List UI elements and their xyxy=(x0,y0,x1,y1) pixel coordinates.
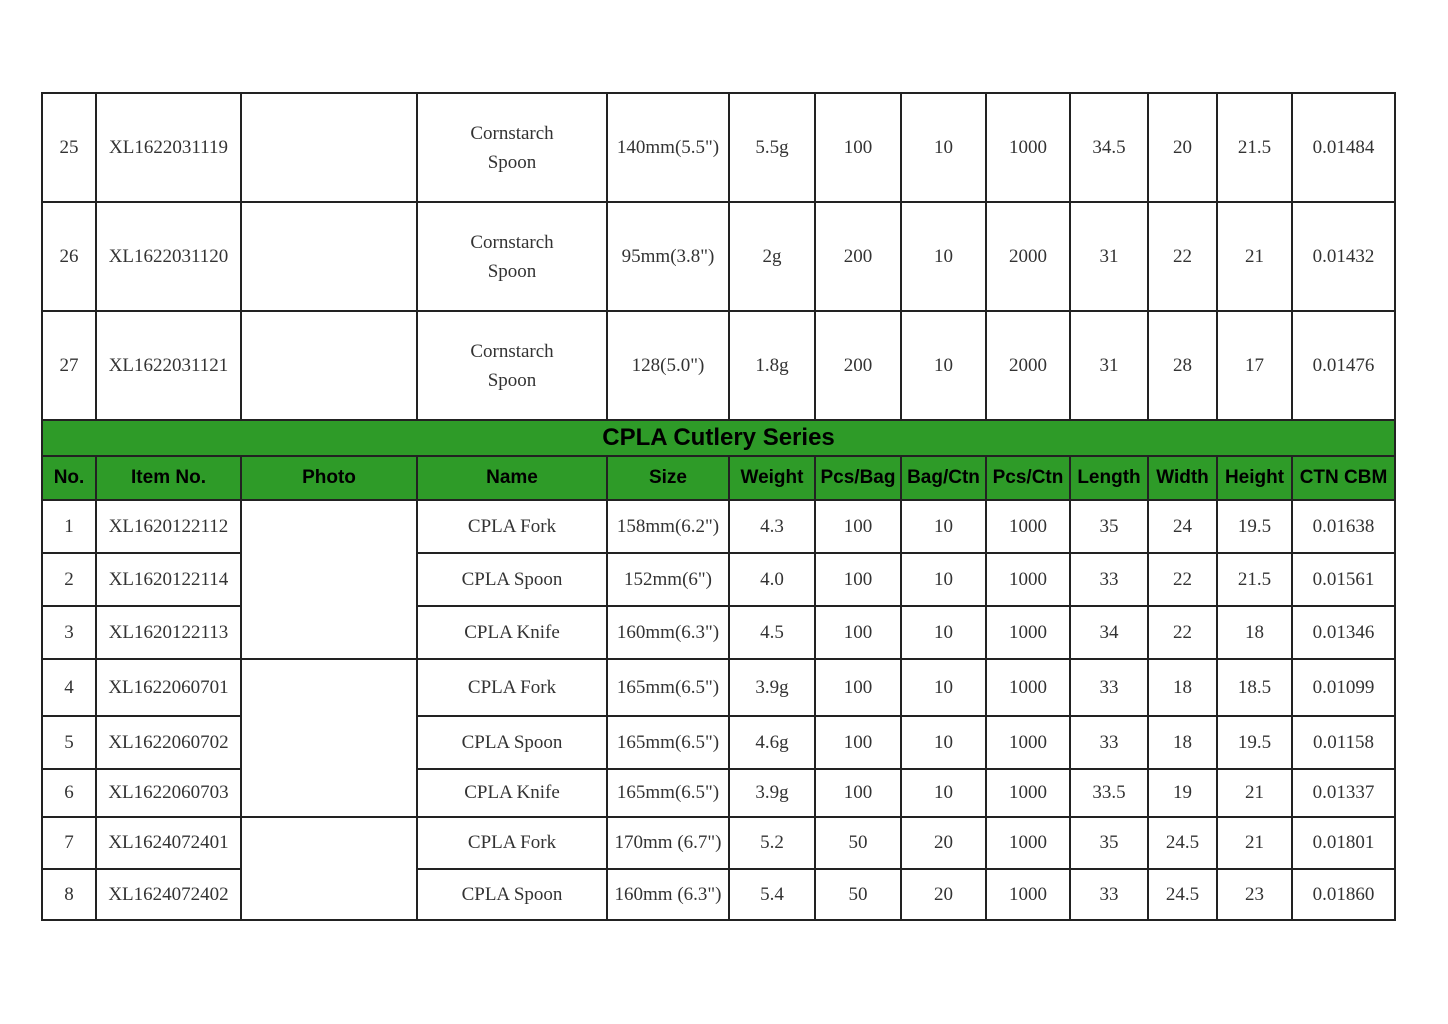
cell-length: 33.5 xyxy=(1070,769,1148,817)
cell-cbm: 0.01099 xyxy=(1292,659,1395,716)
cell-size: 160mm (6.3") xyxy=(607,869,729,920)
cell-length: 31 xyxy=(1070,311,1148,420)
cell-bag-ctn: 10 xyxy=(901,769,986,817)
cell-width: 28 xyxy=(1148,311,1217,420)
cell-cbm: 0.01860 xyxy=(1292,869,1395,920)
cell-size: 170mm (6.7") xyxy=(607,817,729,869)
cell-photo xyxy=(241,311,417,420)
cell-length: 33 xyxy=(1070,869,1148,920)
cell-cbm: 0.01432 xyxy=(1292,202,1395,311)
cell-photo xyxy=(241,500,417,659)
cell-length: 34.5 xyxy=(1070,93,1148,202)
cell-pcs-ctn: 2000 xyxy=(986,202,1070,311)
header-row xyxy=(42,456,1395,500)
cell-photo xyxy=(241,817,417,920)
cell-cbm: 0.01801 xyxy=(1292,817,1395,869)
cell-bag-ctn: 10 xyxy=(901,500,986,553)
cell-no: 7 xyxy=(42,817,96,869)
cell-pcs-ctn: 1000 xyxy=(986,869,1070,920)
cell-item-no: XL1622031119 xyxy=(96,93,241,202)
cell-weight: 2g xyxy=(729,202,815,311)
cell-no: 26 xyxy=(42,202,96,311)
cell-size: 165mm(6.5") xyxy=(607,659,729,716)
header-height: Height xyxy=(1217,456,1292,500)
table-row xyxy=(42,500,1395,553)
cell-width: 18 xyxy=(1148,659,1217,716)
cell-size: 160mm(6.3") xyxy=(607,606,729,659)
header-no: No. xyxy=(42,456,96,500)
section-title: CPLA Cutlery Series xyxy=(42,420,1395,456)
cell-size: 140mm(5.5") xyxy=(607,93,729,202)
table-row xyxy=(42,817,1395,869)
cell-name: CPLA Spoon xyxy=(417,869,607,920)
header-pcs-bag: Pcs/Bag xyxy=(815,456,901,500)
cell-cbm: 0.01561 xyxy=(1292,553,1395,606)
cell-no: 2 xyxy=(42,553,96,606)
cell-length: 33 xyxy=(1070,659,1148,716)
cell-width: 18 xyxy=(1148,716,1217,769)
cell-size: 95mm(3.8") xyxy=(607,202,729,311)
cell-bag-ctn: 10 xyxy=(901,659,986,716)
cell-weight: 3.9g xyxy=(729,659,815,716)
cell-length: 33 xyxy=(1070,716,1148,769)
cell-pcs-ctn: 1000 xyxy=(986,93,1070,202)
cell-item-no: XL1624072401 xyxy=(96,817,241,869)
cell-name: CPLA Knife xyxy=(417,606,607,659)
cell-pcs-bag: 100 xyxy=(815,93,901,202)
cell-photo xyxy=(241,659,417,817)
cell-weight: 1.8g xyxy=(729,311,815,420)
cell-cbm: 0.01158 xyxy=(1292,716,1395,769)
cell-pcs-ctn: 1000 xyxy=(986,659,1070,716)
cell-pcs-ctn: 2000 xyxy=(986,311,1070,420)
cell-bag-ctn: 10 xyxy=(901,202,986,311)
cell-name: CPLA Spoon xyxy=(417,716,607,769)
cell-name: CPLA Knife xyxy=(417,769,607,817)
cell-height: 23 xyxy=(1217,869,1292,920)
cell-width: 22 xyxy=(1148,606,1217,659)
cell-item-no: XL1620122113 xyxy=(96,606,241,659)
cell-no: 25 xyxy=(42,93,96,202)
cell-bag-ctn: 10 xyxy=(901,553,986,606)
cell-height: 19.5 xyxy=(1217,716,1292,769)
cell-length: 33 xyxy=(1070,553,1148,606)
cell-size: 165mm(6.5") xyxy=(607,716,729,769)
cell-pcs-ctn: 1000 xyxy=(986,817,1070,869)
cell-width: 20 xyxy=(1148,93,1217,202)
cell-name: Cornstarch Spoon xyxy=(417,311,607,420)
cell-no: 4 xyxy=(42,659,96,716)
cell-name: CPLA Fork xyxy=(417,500,607,553)
cell-width: 24.5 xyxy=(1148,869,1217,920)
cell-height: 19.5 xyxy=(1217,500,1292,553)
cell-pcs-bag: 50 xyxy=(815,869,901,920)
cell-height: 21 xyxy=(1217,769,1292,817)
cell-cbm: 0.01337 xyxy=(1292,769,1395,817)
cell-item-no: XL1622060701 xyxy=(96,659,241,716)
cell-pcs-bag: 100 xyxy=(815,769,901,817)
header-name: Name xyxy=(417,456,607,500)
product-spec-table xyxy=(41,92,1396,921)
cell-length: 35 xyxy=(1070,817,1148,869)
cell-no: 27 xyxy=(42,311,96,420)
cell-bag-ctn: 20 xyxy=(901,869,986,920)
cell-pcs-ctn: 1000 xyxy=(986,769,1070,817)
cell-pcs-ctn: 1000 xyxy=(986,553,1070,606)
cell-weight: 5.2 xyxy=(729,817,815,869)
cell-pcs-bag: 200 xyxy=(815,311,901,420)
header-width: Width xyxy=(1148,456,1217,500)
cell-weight: 4.6g xyxy=(729,716,815,769)
cell-width: 22 xyxy=(1148,553,1217,606)
cell-pcs-bag: 200 xyxy=(815,202,901,311)
cell-no: 1 xyxy=(42,500,96,553)
cell-height: 21.5 xyxy=(1217,93,1292,202)
cell-item-no: XL1624072402 xyxy=(96,869,241,920)
cell-no: 8 xyxy=(42,869,96,920)
table-row xyxy=(42,659,1395,716)
cell-pcs-bag: 100 xyxy=(815,606,901,659)
cell-size: 128(5.0") xyxy=(607,311,729,420)
cell-item-no: XL1622060703 xyxy=(96,769,241,817)
cell-pcs-bag: 100 xyxy=(815,500,901,553)
header-cbm: CTN CBM xyxy=(1292,456,1395,500)
cell-size: 158mm(6.2") xyxy=(607,500,729,553)
cell-no: 6 xyxy=(42,769,96,817)
cell-weight: 4.5 xyxy=(729,606,815,659)
cell-length: 31 xyxy=(1070,202,1148,311)
table-row xyxy=(42,311,1395,420)
cell-pcs-bag: 100 xyxy=(815,553,901,606)
cell-length: 34 xyxy=(1070,606,1148,659)
cell-cbm: 0.01346 xyxy=(1292,606,1395,659)
header-weight: Weight xyxy=(729,456,815,500)
cell-name: CPLA Spoon xyxy=(417,553,607,606)
cell-weight: 4.3 xyxy=(729,500,815,553)
cell-height: 21.5 xyxy=(1217,553,1292,606)
cell-weight: 5.4 xyxy=(729,869,815,920)
cell-height: 18.5 xyxy=(1217,659,1292,716)
cell-bag-ctn: 10 xyxy=(901,606,986,659)
header-length: Length xyxy=(1070,456,1148,500)
cell-weight: 4.0 xyxy=(729,553,815,606)
table-row xyxy=(42,202,1395,311)
cell-height: 21 xyxy=(1217,817,1292,869)
cell-bag-ctn: 10 xyxy=(901,311,986,420)
section-banner-row xyxy=(42,420,1395,456)
cell-pcs-bag: 50 xyxy=(815,817,901,869)
cell-width: 24 xyxy=(1148,500,1217,553)
cell-height: 21 xyxy=(1217,202,1292,311)
cell-bag-ctn: 20 xyxy=(901,817,986,869)
cell-height: 18 xyxy=(1217,606,1292,659)
cell-bag-ctn: 10 xyxy=(901,93,986,202)
cell-pcs-bag: 100 xyxy=(815,716,901,769)
cell-name: Cornstarch Spoon xyxy=(417,93,607,202)
cell-item-no: XL1622031120 xyxy=(96,202,241,311)
cell-cbm: 0.01476 xyxy=(1292,311,1395,420)
cell-pcs-ctn: 1000 xyxy=(986,716,1070,769)
header-bag-ctn: Bag/Ctn xyxy=(901,456,986,500)
cell-bag-ctn: 10 xyxy=(901,716,986,769)
cell-width: 19 xyxy=(1148,769,1217,817)
table-row xyxy=(42,93,1395,202)
cell-pcs-ctn: 1000 xyxy=(986,500,1070,553)
header-item-no: Item No. xyxy=(96,456,241,500)
cell-cbm: 0.01484 xyxy=(1292,93,1395,202)
cell-item-no: XL1622060702 xyxy=(96,716,241,769)
cell-name: CPLA Fork xyxy=(417,659,607,716)
header-pcs-ctn: Pcs/Ctn xyxy=(986,456,1070,500)
header-size: Size xyxy=(607,456,729,500)
cell-width: 22 xyxy=(1148,202,1217,311)
cell-name: Cornstarch Spoon xyxy=(417,202,607,311)
cell-pcs-ctn: 1000 xyxy=(986,606,1070,659)
cell-weight: 5.5g xyxy=(729,93,815,202)
cell-no: 3 xyxy=(42,606,96,659)
cell-no: 5 xyxy=(42,716,96,769)
cell-weight: 3.9g xyxy=(729,769,815,817)
cell-item-no: XL1620122114 xyxy=(96,553,241,606)
cell-width: 24.5 xyxy=(1148,817,1217,869)
cell-pcs-bag: 100 xyxy=(815,659,901,716)
cell-size: 165mm(6.5") xyxy=(607,769,729,817)
cell-size: 152mm(6") xyxy=(607,553,729,606)
cell-item-no: XL1622031121 xyxy=(96,311,241,420)
cell-photo xyxy=(241,93,417,202)
cell-cbm: 0.01638 xyxy=(1292,500,1395,553)
cell-length: 35 xyxy=(1070,500,1148,553)
cell-item-no: XL1620122112 xyxy=(96,500,241,553)
header-photo: Photo xyxy=(241,456,417,500)
cell-name: CPLA Fork xyxy=(417,817,607,869)
cell-photo xyxy=(241,202,417,311)
cell-height: 17 xyxy=(1217,311,1292,420)
